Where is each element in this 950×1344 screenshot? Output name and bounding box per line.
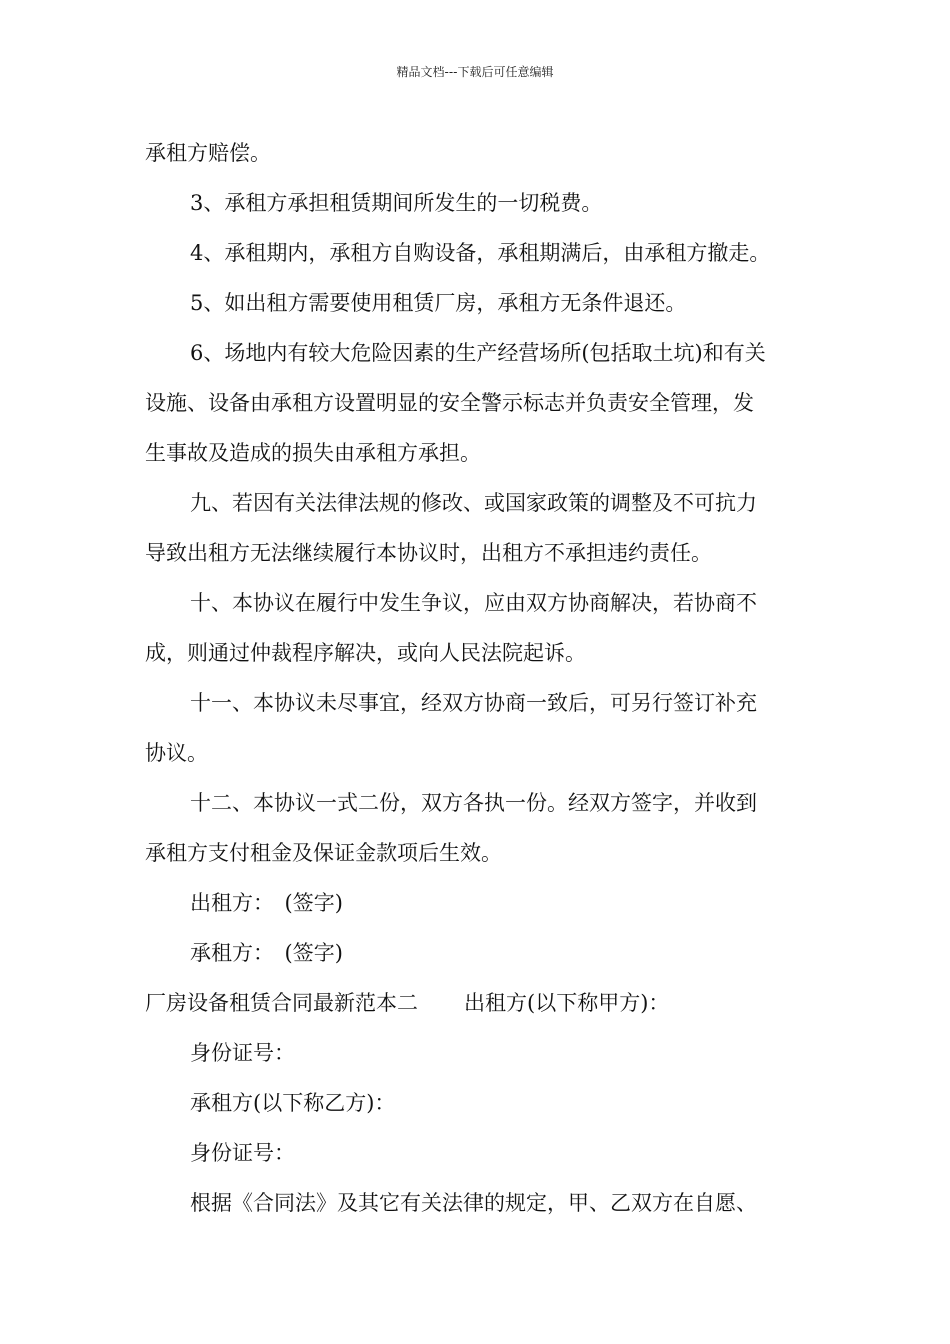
text-line: 设施、设备由承租方设置明显的安全警示标志并负责安全管理，发 [145,391,754,415]
lessor-signature: 出租方： (签字) [190,891,343,915]
lessee-signature: 承租方： (签字) [190,941,343,965]
text-line: 成，则通过仲裁程序解决，或向人民法院起诉。 [145,641,586,665]
contract-title-line [145,978,810,1028]
page-header: 精品文档---下载后可任意编辑 [396,65,554,79]
clause-4: 4、承租期内，承租方自购设备，承租期满后，由承租方撤走。 [190,241,771,265]
clause-3: 3、承租方承担租赁期间所发生的一切税费。 [190,191,603,215]
preamble-line: 根据《合同法》及其它有关法律的规定，甲、乙双方在自愿、 [190,1191,757,1215]
party-a-id-field: 身份证号： [190,1041,295,1065]
clause-twelve: 十二、本协议一式二份，双方各执一份。经双方签字，并收到 [190,791,757,815]
text-line: 承租方支付租金及保证金款项后生效。 [145,841,502,865]
text-line: 承租方赔偿。 [145,141,271,165]
text-line: 协议。 [145,741,208,765]
clause-nine: 九、若因有关法律法规的修改、或国家政策的调整及不可抗力 [190,491,757,515]
text-line: 生事故及造成的损失由承租方承担。 [145,441,481,465]
contract-title: 厂房设备租赁合同最新范本二 [145,991,418,1015]
party-b-label: 承租方(以下称乙方)： [190,1091,396,1115]
clause-5: 5、如出租方需要使用租赁厂房，承租方无条件退还。 [190,291,687,315]
clause-eleven: 十一、本协议未尽事宜，经双方协商一致后，可另行签订补充 [190,691,757,715]
clause-ten: 十、本协议在履行中发生争议，应由双方协商解决，若协商不 [190,591,757,615]
party-a-label: 出租方(以下称甲方)： [464,991,670,1015]
clause-6: 6、场地内有较大危险因素的生产经营场所(包括取土坑)和有关 [190,341,766,365]
text-line: 导致出租方无法继续履行本协议时，出租方不承担违约责任。 [145,541,712,565]
party-b-id-field: 身份证号： [190,1141,295,1165]
document-body [145,128,810,1228]
